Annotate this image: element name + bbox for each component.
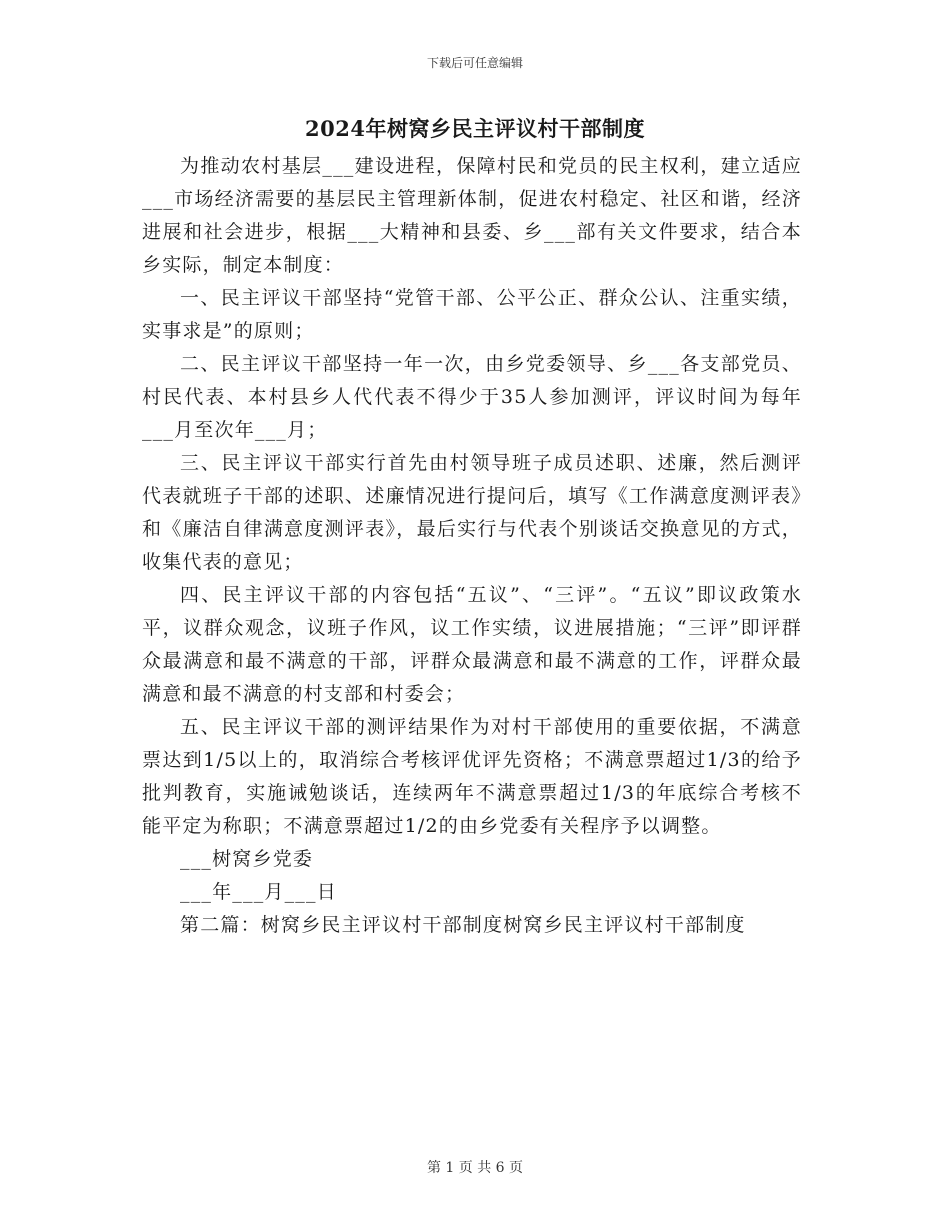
signature-date: ___年___月___日 [180, 881, 337, 903]
paragraph-item-5: 五、民主评议干部的测评结果作为对村干部使用的重要依据，不满意票达到1/5以上的，取消综合考核评优评先资格；不满意票超过1/3的给予批判教育，实施诫勉谈话，连续两年不满意票超过1/3的年底综合考核不能平定为称职；不满意票超过1/2的由乡党委有关程序予以调整。 [142, 716, 802, 837]
document-body [142, 150, 802, 942]
paragraph-item-2: 二、民主评议干部坚持一年一次，由乡党委领导、乡___各支部党员、村民代表、本村县乡人代代表不得少于35人参加测评，评议时间为每年___月至次年___月； [142, 353, 802, 441]
document-title: 2024年树窝乡民主评议村干部制度 [305, 116, 645, 141]
paragraph-item-3: 三、民主评议干部实行首先由村领导班子成员述职、述廉，然后测评代表就班子干部的述职、述廉情况进行提问后，填写《工作满意度测评表》和《廉洁自律满意度测评表》，最后实行与代表个别谈话交换意见的方式，收集代表的意见； [142, 452, 802, 573]
page-number: 第 1 页 共 6 页 [426, 1160, 524, 1176]
paragraph-item-1: 一、民主评议干部坚持“党管干部、公平公正、群众公认、注重实绩，实事求是”的原则； [142, 287, 802, 342]
section-two-heading: 第二篇：树窝乡民主评议村干部制度树窝乡民主评议村干部制度 [180, 914, 746, 936]
paragraph-item-4: 四、民主评议干部的内容包括“五议”、“三评”。“五议”即议政策水平，议群众观念，议班子作风，议工作实绩，议进展措施；“三评”即评群众最满意和最不满意的干部，评群众最满意和最不满意的工作，评群众最满意和最不满意的村支部和村委会； [142, 584, 802, 705]
paragraph-intro: 为推动农村基层___建设进程，保障村民和党员的民主权利，建立适应___市场经济需要的基层民主管理新体制，促进农村稳定、社区和谐，经济进展和社会进步，根据___大精神和县委、乡___部有关文件要求，结合本乡实际，制定本制度： [142, 155, 802, 276]
signature-org: ___树窝乡党委 [180, 848, 314, 870]
header-note: 下载后可任意编辑 [426, 56, 523, 70]
